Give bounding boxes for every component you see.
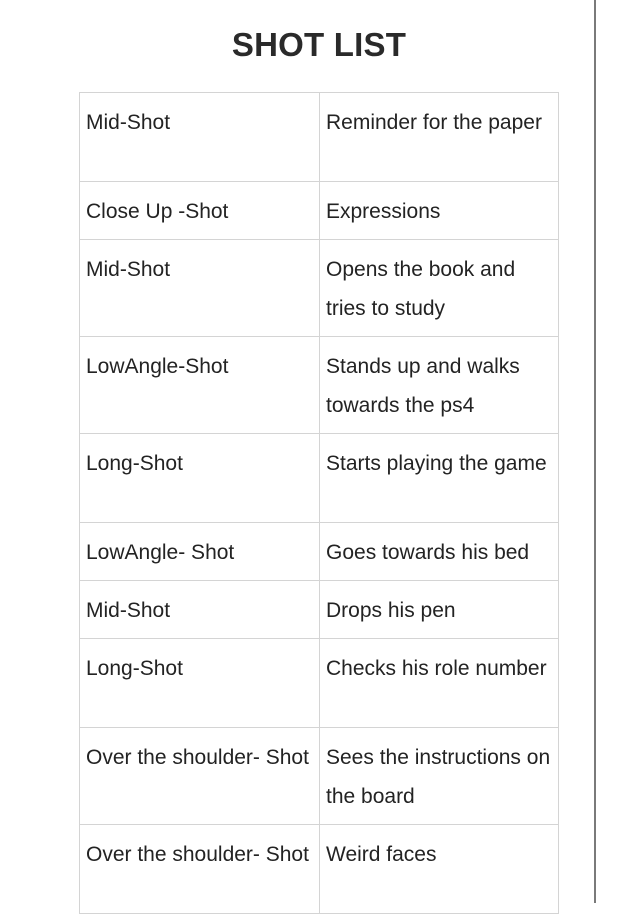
shot-type-cell: Over the shoulder- Shot [80,728,320,825]
table-row [80,434,559,523]
table-row [80,639,559,728]
shot-type-cell: LowAngle- Shot [80,523,320,581]
shot-type-cell: Mid-Shot [80,93,320,182]
shot-description-cell: Reminder for the paper [320,93,559,182]
shot-type-cell: Over the shoulder- Shot [80,825,320,914]
table-row [80,523,559,581]
shot-description-cell: Stands up and walks towards the ps4 [320,337,559,434]
table-row [80,825,559,914]
shot-type-cell: Mid-Shot [80,581,320,639]
table-row [80,728,559,825]
table-row [80,337,559,434]
shot-description-cell: Expressions [320,182,559,240]
shot-description-cell: Drops his pen [320,581,559,639]
table-row [80,93,559,182]
shot-description-cell: Checks his role number [320,639,559,728]
shot-description-cell: Opens the book and tries to study [320,240,559,337]
shot-type-cell: Long-Shot [80,639,320,728]
shot-description-cell: Starts playing the game [320,434,559,523]
shot-type-cell: Long-Shot [80,434,320,523]
table-row [80,240,559,337]
shot-description-cell: Sees the instructions on the board [320,728,559,825]
shot-type-cell: LowAngle-Shot [80,337,320,434]
page-edge-divider [594,0,596,903]
shot-type-cell: Mid-Shot [80,240,320,337]
shot-description-cell: Goes towards his bed [320,523,559,581]
shot-description-cell: Weird faces [320,825,559,914]
shot-type-cell: Close Up -Shot [80,182,320,240]
table-row [80,581,559,639]
page-title: SHOT LIST [231,26,407,63]
table-row [80,182,559,240]
shot-list-table [79,92,559,914]
